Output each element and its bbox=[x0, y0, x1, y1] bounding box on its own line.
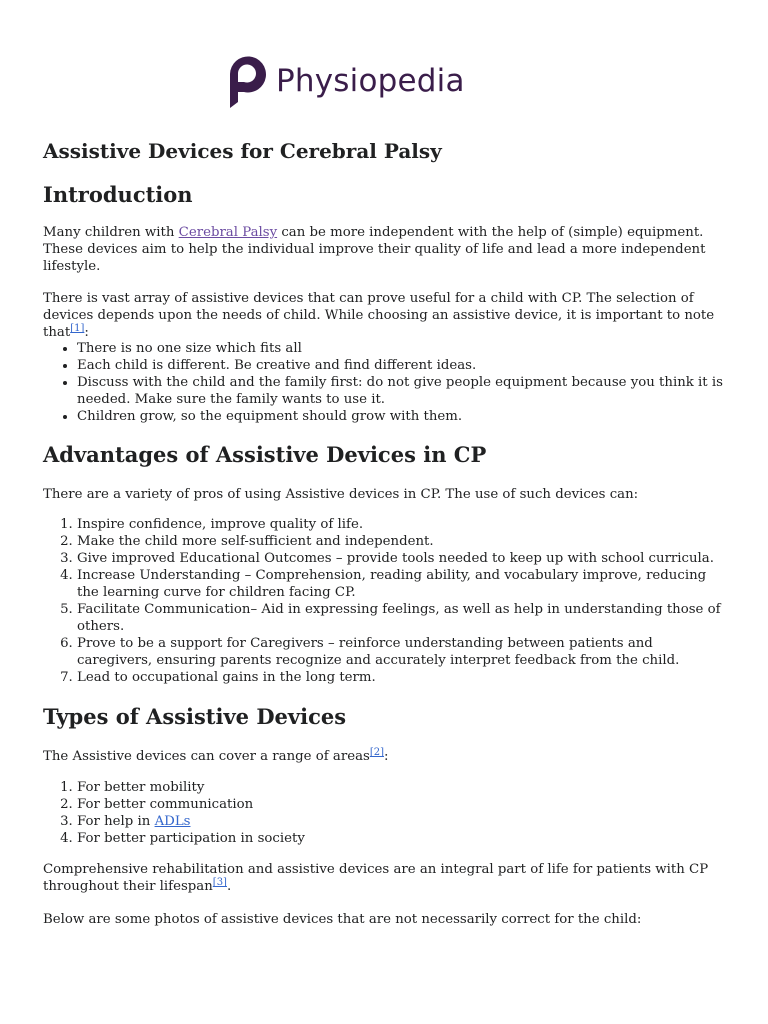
comprehensive-text: Comprehensive rehabilitation and assistive devices are an integral part of life for patients with CP throughout their lifespan bbox=[43, 862, 709, 894]
list-item: • Each child is different. Be creative and find different ideas. bbox=[77, 357, 728, 374]
intro-paragraph-2 bbox=[43, 290, 728, 341]
list-item: 1. For better mobility bbox=[77, 779, 728, 796]
list-item-text: For help in bbox=[77, 814, 155, 829]
heading-types: Types of Assistive Devices bbox=[43, 704, 347, 729]
reference-link-1[interactable]: [1] bbox=[70, 323, 85, 334]
reference-link-3[interactable]: [3] bbox=[212, 877, 227, 888]
comprehensive-paragraph bbox=[43, 861, 728, 895]
physiopedia-logo-icon bbox=[222, 52, 268, 110]
list-item: 2. Make the child more self-sufficient and independent. bbox=[77, 533, 728, 550]
list-item: 2. For better communication bbox=[77, 796, 728, 813]
heading-introduction: Introduction bbox=[43, 182, 193, 207]
page-title: Assistive Devices for Cerebral Palsy bbox=[43, 139, 442, 163]
cerebral-palsy-link[interactable]: Cerebral Palsy bbox=[178, 225, 278, 240]
types-intro-text: The Assistive devices can cover a range of areas bbox=[43, 749, 370, 764]
list-item: 4. For better participation in society bbox=[77, 830, 728, 847]
photos-paragraph: Below are some photos of assistive devices that are not necessarily correct for the child: bbox=[43, 912, 642, 927]
list-item: 4. Increase Understanding – Comprehension, reading ability, and vocabulary improve, reducing the learning curve for children facing CP. bbox=[77, 567, 728, 601]
list-item: • Discuss with the child and the family first: do not give people equipment because you think it is needed. Make sure the family wants to use it. bbox=[77, 374, 728, 408]
comprehensive-end: . bbox=[226, 879, 232, 894]
list-item: 6. Prove to be a support for Caregivers – reinforce understanding between patients and caregivers, ensuring parents recognize and accurately interpret feedback from the child. bbox=[77, 635, 728, 669]
types-intro-end: : bbox=[384, 749, 389, 764]
intro-p2-text: There is vast array of assistive devices that can prove useful for a child with CP. The selection of devices depends upon the needs of child. While choosing an assistive device, it is important to note that bbox=[43, 291, 715, 340]
list-item bbox=[77, 813, 728, 830]
adls-link[interactable]: ADLs bbox=[154, 814, 191, 829]
intro-p1-text-start: Many children with bbox=[43, 225, 179, 240]
advantages-list bbox=[43, 516, 728, 686]
list-item: • Children grow, so the equipment should grow with them. bbox=[77, 408, 728, 425]
reference-link-2[interactable]: [2] bbox=[369, 747, 384, 758]
physiopedia-logo[interactable] bbox=[222, 52, 465, 110]
advantages-intro: There are a variety of pros of using Assistive devices in CP. The use of such devices can: bbox=[43, 487, 639, 502]
intro-bullet-list bbox=[43, 340, 728, 425]
list-item: 3. Give improved Educational Outcomes – provide tools needed to keep up with school curricula. bbox=[77, 550, 728, 567]
intro-p1-text-end: can be more independent with the help of (simple) equipment. These devices aim to help the individual improve their quality of life and lead a more independent lifestyle. bbox=[43, 225, 706, 274]
brand-name: Physiopedia bbox=[276, 63, 465, 99]
list-item: 1. Inspire confidence, improve quality of life. bbox=[77, 516, 728, 533]
list-item: 5. Facilitate Communication– Aid in expressing feelings, as well as help in understanding those of others. bbox=[77, 601, 728, 635]
types-list bbox=[43, 779, 728, 847]
heading-advantages: Advantages of Assistive Devices in CP bbox=[43, 442, 487, 467]
intro-p2-end: : bbox=[84, 325, 89, 340]
list-item: • There is no one size which fits all bbox=[77, 340, 728, 357]
intro-paragraph-1 bbox=[43, 224, 728, 275]
list-item: 7. Lead to occupational gains in the long term. bbox=[77, 669, 728, 686]
types-intro bbox=[43, 748, 728, 765]
